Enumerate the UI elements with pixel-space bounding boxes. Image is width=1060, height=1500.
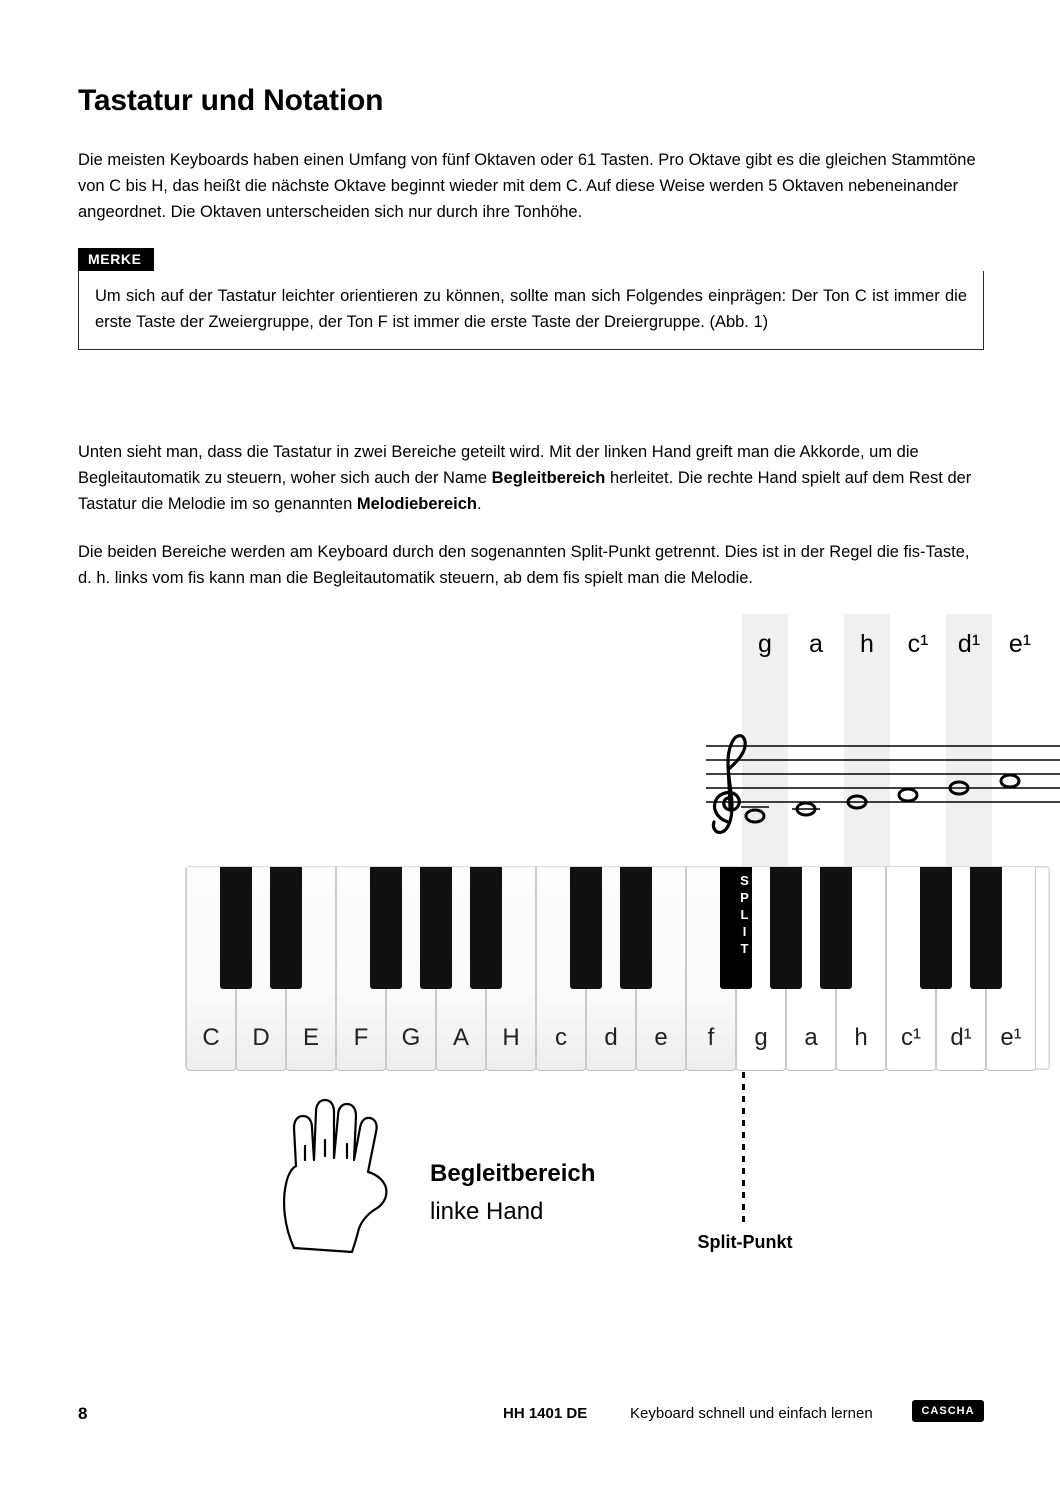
note-name-g [742, 630, 788, 659]
para2-bold-begleitbereich: Begleitbereich [491, 468, 606, 487]
music-staff [700, 730, 1060, 850]
white-key-c1-label: c¹ [901, 1024, 921, 1051]
note-name-c1 [895, 630, 941, 659]
whole-note-g [741, 807, 769, 822]
para2-text-1: Unten sieht man, dass die Tastatur in zwei Bereiche geteilt wird. Mit der linken Hand greift man die Akkorde, um die Begleitautomatik zu steuern, woher sich auch der Name [78, 442, 919, 487]
white-key-e-label: e [654, 1024, 668, 1051]
whole-note-c1 [899, 789, 917, 801]
footer-page-number: 8 [78, 1404, 88, 1423]
note-name-e1 [997, 630, 1043, 659]
white-key-G-label: G [401, 1024, 421, 1051]
cascha-logo: CASCHA [912, 1400, 984, 1422]
footer-book-title: Keyboard schnell und einfach lernen [630, 1405, 873, 1422]
note-name-a-text: a [809, 630, 823, 658]
white-key-g-label: g [754, 1024, 768, 1051]
black-key-dis[interactable] [270, 867, 302, 989]
black-key-dis1[interactable] [620, 867, 652, 989]
note-name-g-text: g [758, 630, 772, 658]
page-title: Tastatur und Notation [78, 84, 384, 118]
black-key-gis[interactable] [420, 867, 452, 989]
note-name-e1-text: e¹ [1008, 630, 1032, 658]
split-key-label: SPLIT [737, 873, 752, 958]
black-key-cis1[interactable] [570, 867, 602, 989]
white-key-e1-label: e¹ [1000, 1024, 1022, 1051]
white-key-a-label: a [804, 1024, 818, 1051]
note-name-a [793, 630, 839, 659]
split-point-label: Split-Punkt [697, 1232, 793, 1252]
black-key-ais[interactable] [470, 867, 502, 989]
black-key-fis[interactable] [370, 867, 402, 989]
intro-paragraph: Die meisten Keyboards haben einen Umfang von fünf Oktaven oder 61 Tasten. Pro Oktave gibt es die gleichen Stammtöne von C bis H, das heißt die nächste Oktave beginnt wieder mit dem C. Auf diese Weise werden 5 Oktaven nebeneinander angeordnet. Die Oktaven unterscheiden sich nur durch ihre Tonhöhe. [78, 150, 976, 221]
footer-code: HH 1401 DE [503, 1405, 588, 1422]
para2-text-3: . [476, 494, 482, 513]
treble-clef-icon [713, 736, 745, 833]
para2-bold-melodiebereich: Melodiebereich [356, 494, 477, 513]
black-key-fis-split[interactable] [720, 867, 752, 989]
black-key-cis2[interactable] [920, 867, 952, 989]
left-hand-icon [272, 1098, 412, 1258]
note-name-h [844, 630, 890, 659]
white-key-c-label: c [555, 1024, 567, 1051]
white-key-A-label: A [452, 1024, 469, 1051]
black-key-dis2[interactable] [970, 867, 1002, 989]
note-name-d1 [946, 630, 992, 659]
split-point-dotted-line [742, 1072, 745, 1222]
white-key-H-label: H [502, 1024, 520, 1051]
whole-note-a [792, 803, 820, 815]
black-key-gis1[interactable] [770, 867, 802, 989]
begleitbereich-subtitle: linke Hand [430, 1198, 544, 1225]
paragraph-split-point: Die beiden Bereiche werden am Keyboard durch den sogenannten Split-Punkt getrennt. Dies ist in der Regel die fis-Taste, d. h. links vom fis kann man die Begleitautomatik steuern, ab dem fis spielt man die Melodie. [78, 542, 970, 587]
whole-note-e1 [1001, 775, 1019, 787]
piano-keyboard[interactable] [185, 866, 1050, 1070]
note-name-h-text: h [860, 630, 874, 658]
merke-body-text: Um sich auf der Tastatur leichter orientieren zu können, sollte man sich Folgendes einprägen: Der Ton C ist immer die erste Taste der Zweiergruppe, der Ton F ist immer die erste Taste der Dreiergruppe. (Abb. 1) [78, 271, 984, 350]
black-key-cis[interactable] [220, 867, 252, 989]
white-key-E-label: E [302, 1024, 319, 1051]
white-key-F-label: F [353, 1024, 369, 1051]
white-key-d-label: d [604, 1024, 618, 1051]
white-key-D-label: D [252, 1024, 270, 1051]
white-key-f-label: f [707, 1024, 715, 1051]
white-key-h-label: h [854, 1024, 868, 1051]
white-key-C-label: C [202, 1024, 220, 1051]
begleitbereich-title: Begleitbereich [430, 1160, 596, 1187]
note-name-c1-text: c¹ [907, 630, 929, 658]
white-key-d1-label: d¹ [950, 1024, 972, 1051]
note-name-d1-text: d¹ [957, 630, 981, 658]
merke-tag-label: MERKE [78, 248, 154, 271]
para2-text-2: herleitet. Die rechte Hand spielt auf dem Rest der Tastatur die Melodie im so genannten [78, 468, 972, 513]
black-key-ais1[interactable] [820, 867, 852, 989]
